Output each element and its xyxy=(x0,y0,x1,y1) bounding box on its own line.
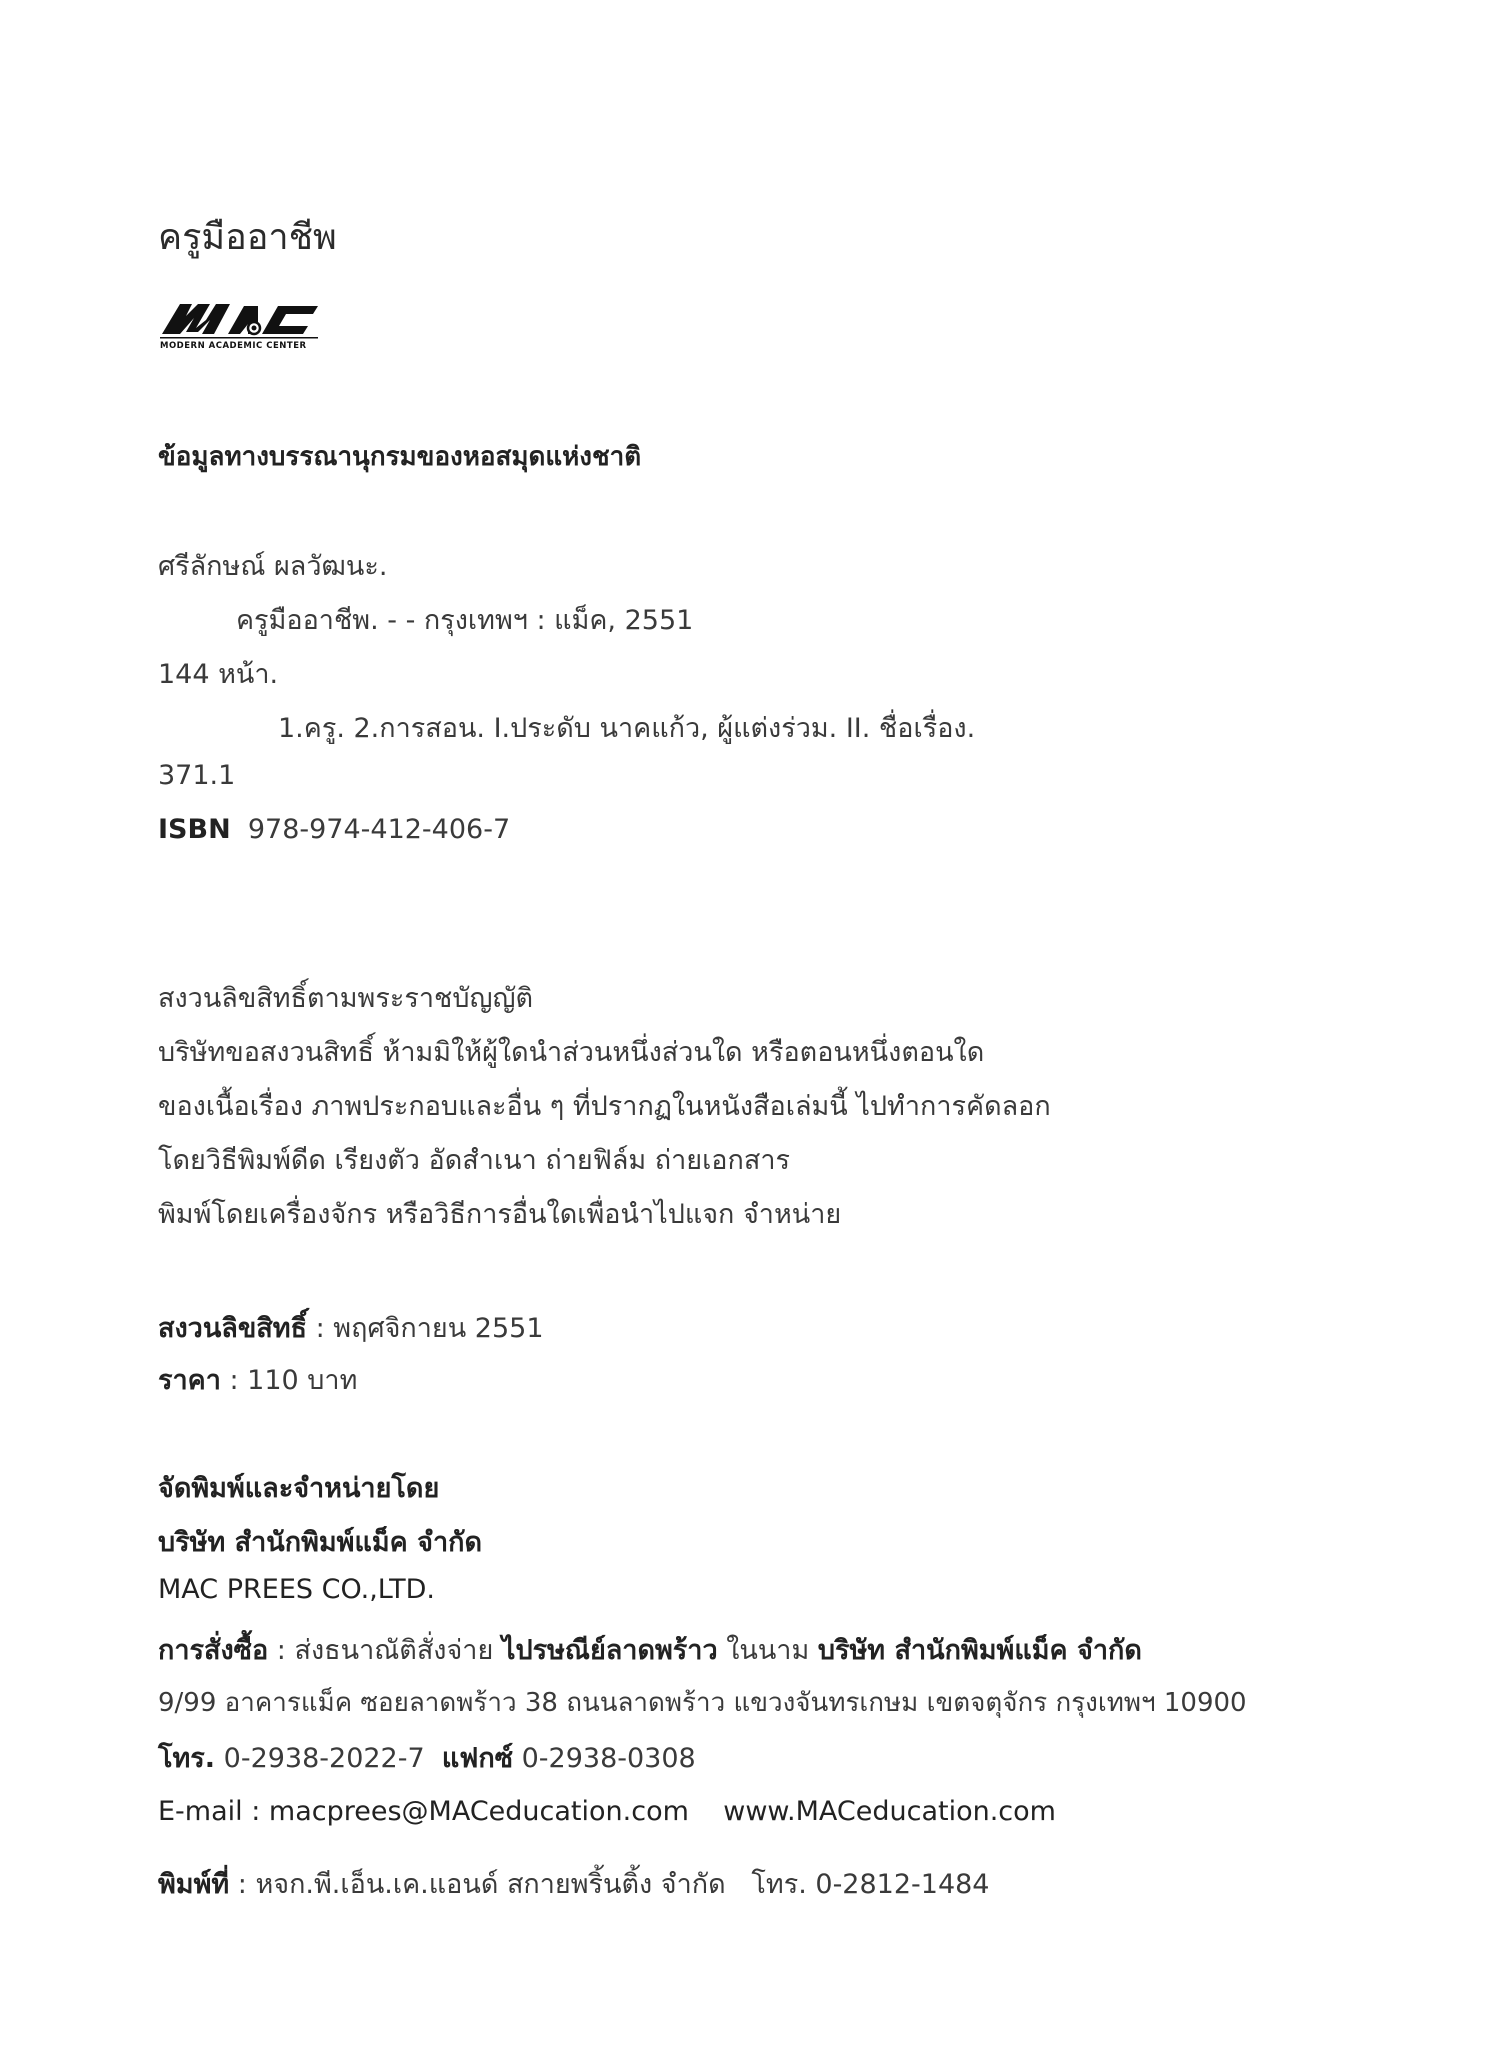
order-text1: : ส่งธนาณัติสั่งจ่าย xyxy=(268,1635,502,1666)
isbn-label: ISBN xyxy=(158,814,231,845)
rights-line-3: ของเนื้อเรื่อง ภาพประกอบและอื่น ๆ ที่ปรากฏในหนังสือเล่มนี้ ไปทำการคัดลอก xyxy=(158,1091,1051,1122)
publisher-name-en: MAC PREES CO.,LTD. xyxy=(158,1574,435,1605)
rights-line-1: สงวนลิขสิทธิ์ตามพระราชบัญญัติ xyxy=(158,983,534,1014)
printer-text: : หจก.พี.เอ็น.เค.แอนด์ สกายพริ้นติ้ง จำกัด xyxy=(229,1869,726,1900)
tel-label: โทร. xyxy=(158,1743,216,1774)
cataloging-heading: ข้อมูลทางบรรณานุกรมของหอสมุดแห่งชาติ xyxy=(158,442,642,472)
contact-line xyxy=(158,1736,696,1779)
website: www.MACeducation.com xyxy=(723,1796,1056,1827)
cip-pages: 144 หน้า. xyxy=(158,659,279,690)
book-title: ครูมืออาชีพ xyxy=(158,217,337,258)
rights-line-5: พิมพ์โดยเครื่องจักร หรือวิธีการอื่นใดเพื่อนำไปแจก จำหน่าย xyxy=(158,1199,842,1230)
isbn-value: 978-974-412-406-7 xyxy=(247,814,511,845)
order-line xyxy=(158,1628,1142,1671)
copyright-label: สงวนลิขสิทธิ์ xyxy=(158,1313,308,1344)
publisher-heading: จัดพิมพ์และจำหน่ายโดย xyxy=(158,1473,440,1504)
price-label: ราคา xyxy=(158,1365,221,1396)
order-payee: บริษัท สำนักพิมพ์แม็ค จำกัด xyxy=(817,1635,1142,1666)
cip-classification: 371.1 xyxy=(158,760,236,791)
price-value: : 110 บาท xyxy=(220,1365,358,1396)
publisher-logo xyxy=(158,292,320,360)
email-website-line xyxy=(158,1796,1056,1827)
cip-isbn xyxy=(158,814,510,845)
email: E-mail : macprees@MACeducation.com xyxy=(158,1796,689,1827)
copyright-value: : พฤศจิกายน 2551 xyxy=(307,1313,544,1344)
price-line xyxy=(158,1358,357,1401)
publisher-name-th: บริษัท สำนักพิมพ์แม็ค จำกัด xyxy=(158,1527,482,1558)
fax-value: 0-2938-0308 xyxy=(513,1743,696,1774)
printer-label: พิมพ์ที่ xyxy=(158,1869,230,1900)
cip-author: ศรีลักษณ์ ผลวัฒนะ. xyxy=(158,551,388,582)
printer-tel: โทร. 0-2812-1484 xyxy=(751,1869,990,1900)
fax-label: แฟกซ์ xyxy=(441,1743,514,1774)
order-postoffice: ไปรษณีย์ลาดพร้าว xyxy=(501,1635,718,1666)
cip-title-line: ครูมืออาชีพ. - - กรุงเทพฯ : แม็ค, 2551 xyxy=(236,605,694,636)
tel-value: 0-2938-2022-7 xyxy=(215,1743,434,1774)
rights-line-2: บริษัทขอสงวนสิทธิ์ ห้ามมิให้ผู้ใดนำส่วนหนึ่งส่วนใด หรือตอนหนึ่งตอนใด xyxy=(158,1037,985,1068)
order-label: การสั่งซื้อ xyxy=(158,1635,269,1666)
publisher-address: 9/99 อาคารแม็ค ซอยลาดพร้าว 38 ถนนลาดพร้าว แขวงจันทรเกษม เขตจตุจักร กรุงเทพฯ 10900 xyxy=(158,1688,1247,1718)
order-text2: ในนาม xyxy=(717,1635,818,1666)
printer-line xyxy=(158,1862,989,1905)
cip-subjects: 1.ครู. 2.การสอน. I.ประดับ นาคแก้ว, ผู้แต่งร่วม. II. ชื่อเรื่อง. xyxy=(278,713,976,744)
rights-line-4: โดยวิธีพิมพ์ดีด เรียงตัว อัดสำเนา ถ่ายฟิล์ม ถ่ายเอกสาร xyxy=(158,1145,791,1176)
copyright-line xyxy=(158,1306,544,1349)
logo-caption: MODERN ACADEMIC CENTER xyxy=(160,341,307,351)
